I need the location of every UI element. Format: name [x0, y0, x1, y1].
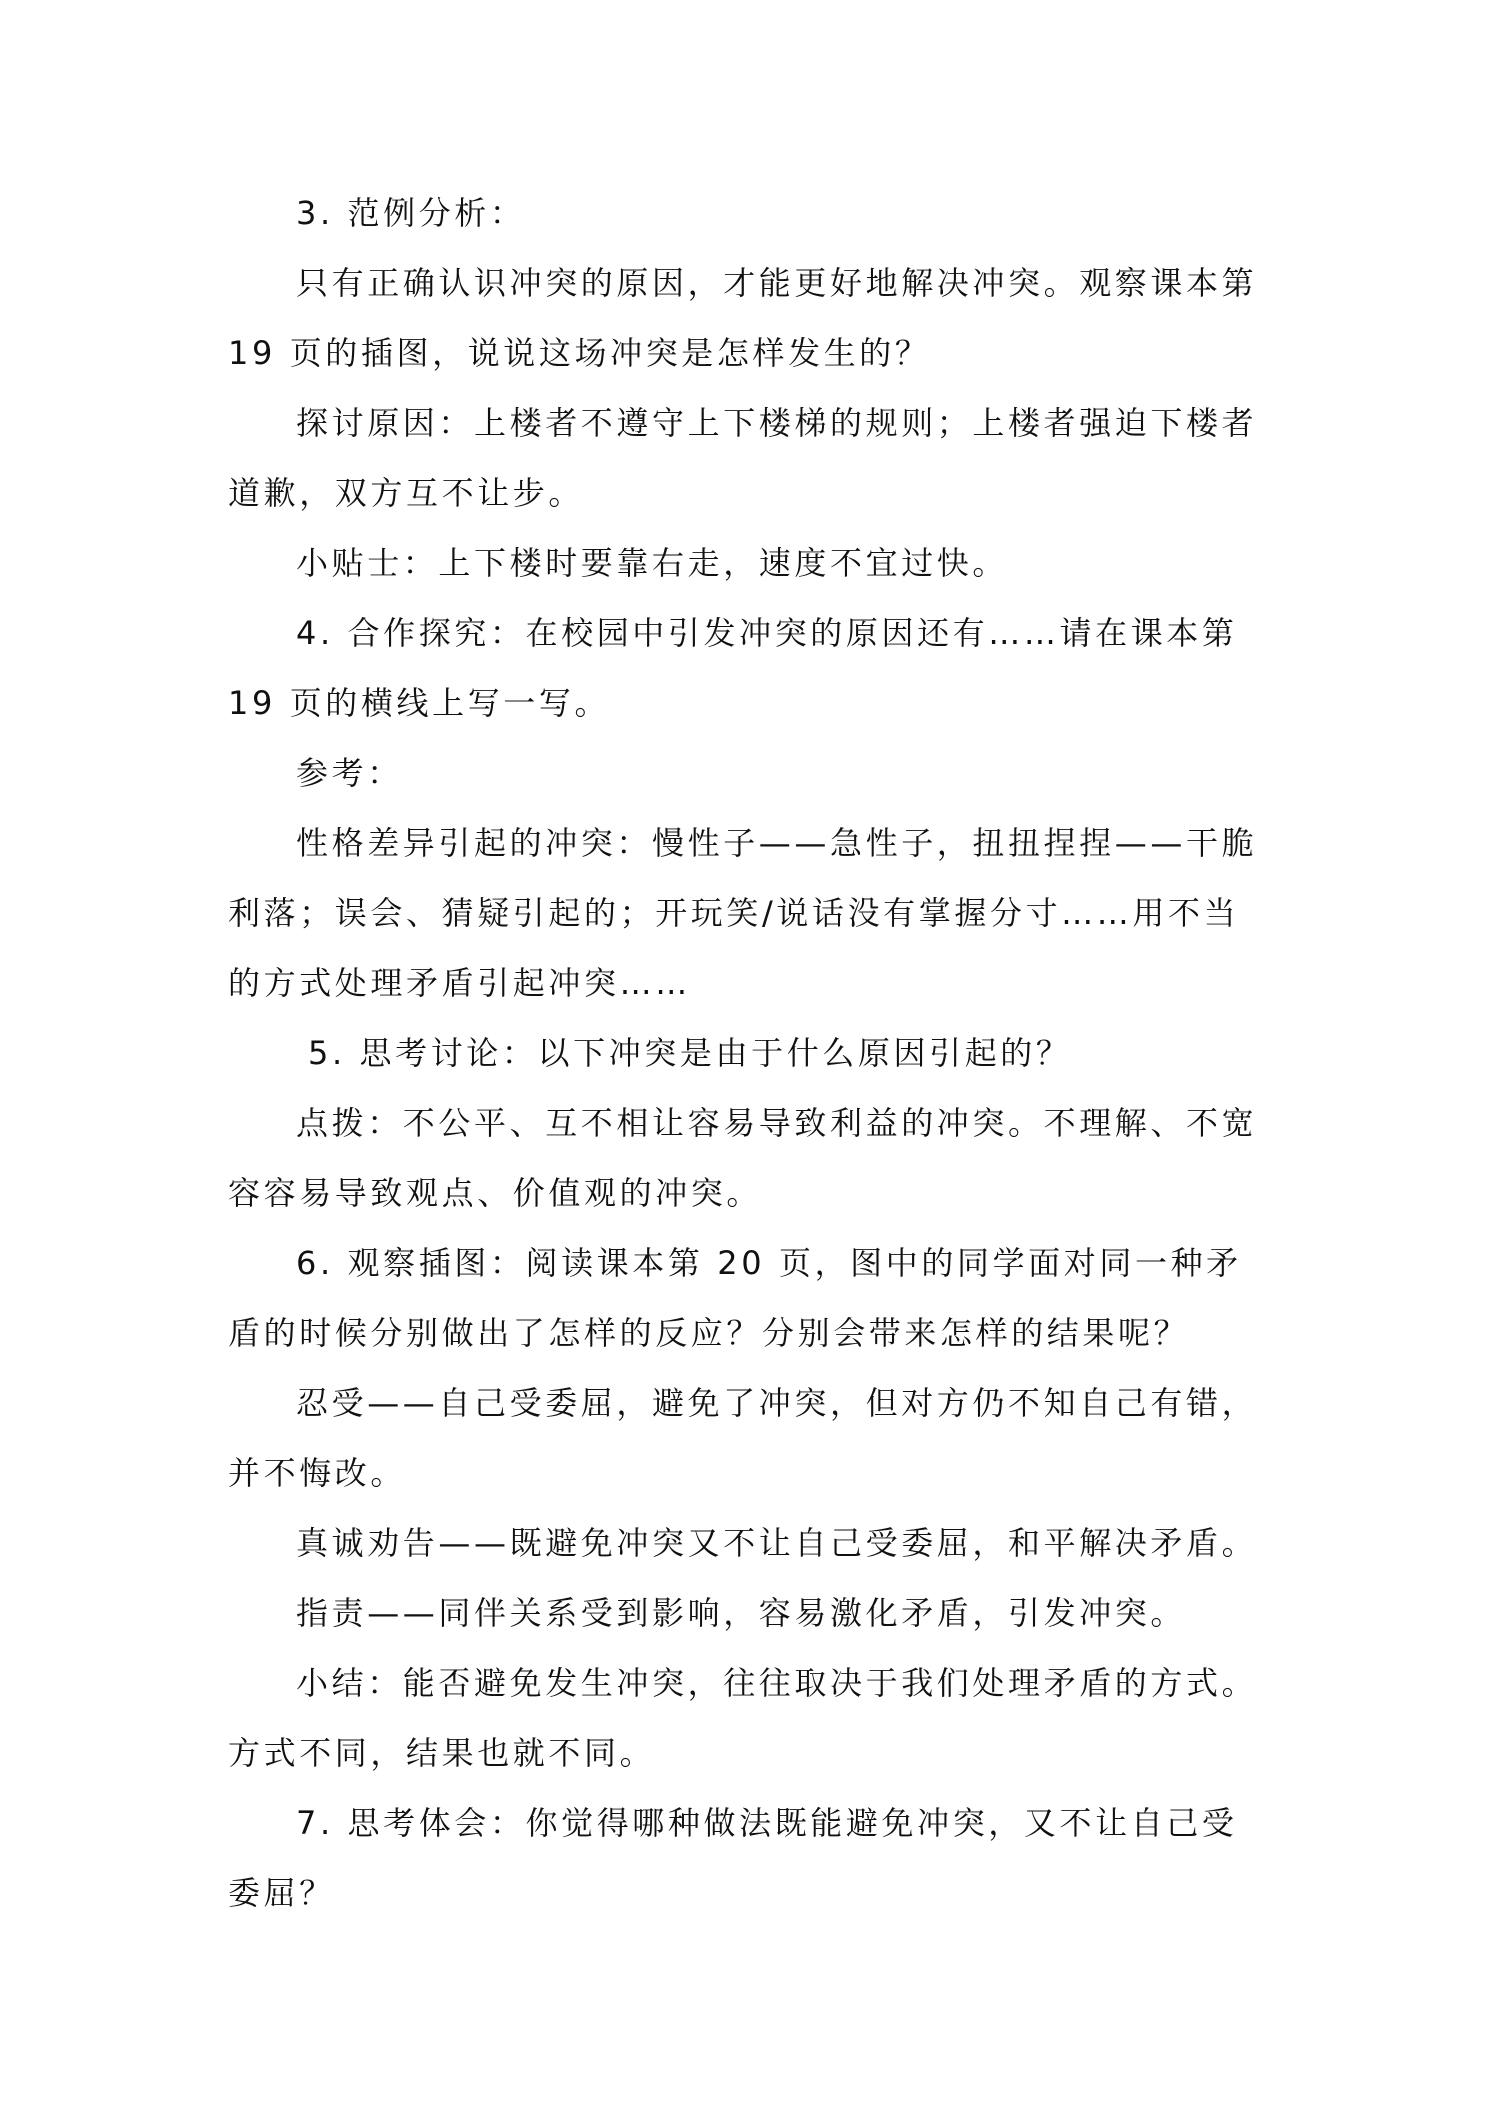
section-3-heading: 3. 范例分析：: [296, 194, 526, 232]
paragraph: 小结：能否避免发生冲突，往往取决于我们处理矛盾的方式。方式不同，结果也就不同。: [228, 1664, 1258, 1772]
paragraph: 参考：: [296, 754, 403, 792]
paragraph: 忍受——自己受委屈，避免了冲突，但对方仍不知自己有错，并不悔改。: [228, 1384, 1258, 1492]
paragraph: 真诚劝告——既避免冲突又不让自己受委屈，和平解决矛盾。: [296, 1524, 1258, 1562]
paragraph: 指责——同伴关系受到影响，容易激化矛盾，引发冲突。: [296, 1594, 1187, 1632]
section-5-paragraph: 5. 思考讨论：以下冲突是由于什么原因引起的？: [308, 1034, 1072, 1072]
paragraph: 点拨：不公平、互不相让容易导致利益的冲突。不理解、不宽容容易导致观点、价值观的冲突。: [228, 1104, 1258, 1212]
paragraph: 只有正确认识冲突的原因，才能更好地解决冲突。观察课本第 19 页的插图，说说这场冲突是怎样发生的？: [228, 264, 1258, 372]
section-4-paragraph: 4. 合作探究：在校园中引发冲突的原因还有……请在课本第 19 页的横线上写一写。: [228, 614, 1238, 722]
section-7-paragraph: 7. 思考体会：你觉得哪种做法既能避免冲突，又不让自己受委屈？: [228, 1804, 1238, 1912]
document-body: [228, 178, 1260, 1928]
section-6-paragraph: 6. 观察插图：阅读课本第 20 页，图中的同学面对同一种矛盾的时候分别做出了怎样的反应？分别会带来怎样的结果呢？: [228, 1244, 1242, 1352]
paragraph: 小贴士：上下楼时要靠右走，速度不宜过快。: [296, 544, 1009, 582]
paragraph: 探讨原因：上楼者不遵守上下楼梯的规则；上楼者强迫下楼者道歉，双方互不让步。: [228, 404, 1258, 512]
paragraph: 性格差异引起的冲突：慢性子——急性子，扭扭捏捏——干脆利落；误会、猜疑引起的；开玩笑/说话没有掌握分寸……用不当的方式处理矛盾引起冲突……: [228, 824, 1258, 1002]
